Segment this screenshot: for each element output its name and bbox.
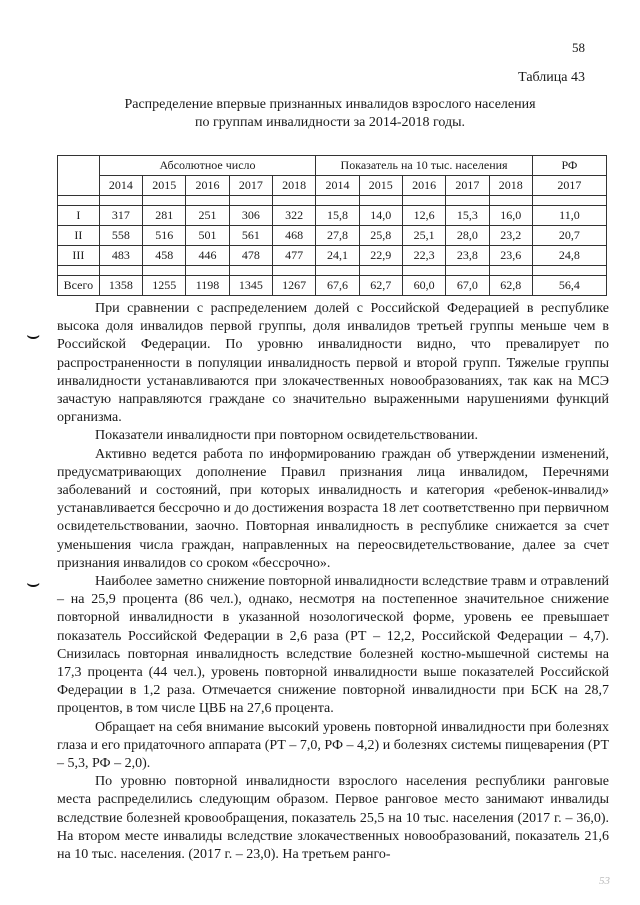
- cell-abs: 306: [229, 206, 272, 226]
- margin-mark: ⌣: [26, 570, 41, 595]
- year-abs: 2017: [229, 176, 272, 196]
- header-corner: [58, 156, 100, 196]
- year-abs: 2014: [99, 176, 142, 196]
- header-absolute: Абсолютное число: [99, 156, 316, 176]
- table-title-line-1: Распределение впервые признанных инвалидов взрослого населения: [124, 97, 536, 112]
- cell-abs: 1255: [143, 276, 186, 296]
- cell-abs: 1358: [99, 276, 142, 296]
- cell-rate: 23,6: [489, 246, 532, 266]
- paragraph: По уровню повторной инвалидности взрослого населения республики ранговые места распределились следующим образом. Первое ранговое место занимают инвалиды вследствие болезней кровообращения, показатель 25,5 на 10 тыс. населения (2017 г. – 36,0). На втором месте инвалиды вследствие злокачественных новообразований, показатель 21,6 на 10 тыс. населения. (2017 г. – 23,0). На третьем ранго-: [57, 774, 609, 863]
- cell-rate: 67,6: [316, 276, 359, 296]
- cell-abs: 1198: [186, 276, 229, 296]
- cell-abs: 1267: [272, 276, 315, 296]
- paragraph: Активно ведется работа по информированию граждан об утверждении изменений, предусматривающих дополнение Правил признания лица инвалидом, Перечнями заболеваний и состояний, при которых инвалидность и категория «ребенок-инвалид» устанавливается бессрочно и до достижения возраста 18 лет соответственно при первичном освидетельствовании, заочно. Повторная инвалидность в республике снижается за счет уменьшения числа граждан, направленных на переосвидетельствование, далее за счет признания инвалидов со сроком «бессрочно».: [57, 446, 609, 571]
- cell-abs: 477: [272, 246, 315, 266]
- cell-rate: 25,1: [402, 226, 445, 246]
- table-title-line-2: по группам инвалидности за 2014-2018 годы.: [194, 115, 466, 130]
- paragraph: Показатели инвалидности при повторном освидетельствовании.: [95, 428, 479, 444]
- cell-abs: 1345: [229, 276, 272, 296]
- cell-rate: 15,8: [316, 206, 359, 226]
- row-label: I: [58, 206, 100, 226]
- cell-abs: 501: [186, 226, 229, 246]
- cell-rate: 24,1: [316, 246, 359, 266]
- cell-rate: 23,2: [489, 226, 532, 246]
- cell-abs: 468: [272, 226, 315, 246]
- cell-abs: 322: [272, 206, 315, 226]
- year-rate: 2018: [489, 176, 532, 196]
- body-text: [57, 300, 609, 864]
- year-abs: 2018: [272, 176, 315, 196]
- table-row: [58, 246, 607, 266]
- cell-abs: 483: [99, 246, 142, 266]
- table-spacer-row: [58, 266, 607, 276]
- page-number: 58: [572, 40, 585, 55]
- table-total-row: [58, 276, 607, 296]
- table-row: [58, 206, 607, 226]
- cell-rate: 15,3: [446, 206, 489, 226]
- cell-abs: 558: [99, 226, 142, 246]
- cell-rate: 22,3: [402, 246, 445, 266]
- cell-rate: 22,9: [359, 246, 402, 266]
- cell-rate: 28,0: [446, 226, 489, 246]
- cell-rate: 16,0: [489, 206, 532, 226]
- table-title: [60, 96, 600, 132]
- cell-rate: 27,8: [316, 226, 359, 246]
- table-row: [58, 226, 607, 246]
- cell-rate: 62,7: [359, 276, 402, 296]
- header-rate: Показатель на 10 тыс. населения: [316, 156, 533, 176]
- row-label: II: [58, 226, 100, 246]
- cell-rate: 62,8: [489, 276, 532, 296]
- row-label: Всего: [58, 276, 100, 296]
- disability-table: [57, 155, 607, 296]
- table-spacer-row: [58, 196, 607, 206]
- year-rate: 2014: [316, 176, 359, 196]
- cell-rf: 56,4: [532, 276, 606, 296]
- margin-mark: ⌣: [26, 322, 41, 347]
- header-rf: РФ: [532, 156, 606, 176]
- cell-abs: 446: [186, 246, 229, 266]
- cell-abs: 281: [143, 206, 186, 226]
- cell-abs: 251: [186, 206, 229, 226]
- cell-abs: 478: [229, 246, 272, 266]
- cell-abs: 458: [143, 246, 186, 266]
- cell-abs: 561: [229, 226, 272, 246]
- cell-rate: 12,6: [402, 206, 445, 226]
- year-abs: 2015: [143, 176, 186, 196]
- year-abs: 2016: [186, 176, 229, 196]
- cell-rate: 23,8: [446, 246, 489, 266]
- cell-rate: 67,0: [446, 276, 489, 296]
- cell-abs: 516: [143, 226, 186, 246]
- cell-rf: 24,8: [532, 246, 606, 266]
- cell-rf: 20,7: [532, 226, 606, 246]
- table-label: Таблица 43: [518, 70, 585, 85]
- paragraph: Обращает на себя внимание высокий уровень повторной инвалидности при болезнях глаза и его придаточного аппарата (РТ – 7,0, РФ – 4,2) и болезнях системы пищеварения (РТ – 5,3, РФ – 2,0).: [57, 719, 609, 772]
- table-year-header-row: [58, 176, 607, 196]
- row-label: III: [58, 246, 100, 266]
- cell-rate: 25,8: [359, 226, 402, 246]
- cell-rate: 14,0: [359, 206, 402, 226]
- cell-rf: 11,0: [532, 206, 606, 226]
- table-group-header-row: [58, 156, 607, 176]
- year-rate: 2017: [446, 176, 489, 196]
- year-rate: 2016: [402, 176, 445, 196]
- cell-abs: 317: [99, 206, 142, 226]
- cell-rate: 60,0: [402, 276, 445, 296]
- year-rate: 2015: [359, 176, 402, 196]
- paragraph: Наиболее заметно снижение повторной инвалидности вследствие травм и отравлений – на 25,9 процента (86 чел.), однако, несмотря на постепенное значительное снижение повторной инвалидности в указанной нозологической форме, уровень ее превышает показатель Российской Федерации в 2,6 раза (РТ – 12,2, Российской Федерации – 4,7). Снизилась повторная инвалидность вследствие болезней костно-мышечной системы на 17,3 процента (44 чел.), уровень повторной инвалидности выше показателей Российской Федерации в 1,2 раза. Отмечается снижение повторной инвалидности при БСК на 28,7 процентов, в том числе ЦВБ на 27,6 процента.: [57, 574, 609, 717]
- paragraph: При сравнении с распределением долей с Российской Федерацией в республике высока доля инвалидов первой группы, доля инвалидов третьей группы меньше чем в Российской Федерации. По уровню инвалидности видно, что превалирует по распространенности в популяции инвалидность первой и второй групп. Тяжелые группы инвалидности устанавливаются при злокачественных новообразованиях, так как на МСЭ зачастую направляются граждане со значительно выраженными нарушениями функций организма.: [57, 301, 609, 426]
- corner-scribble: 53: [599, 875, 610, 887]
- year-rf: 2017: [532, 176, 606, 196]
